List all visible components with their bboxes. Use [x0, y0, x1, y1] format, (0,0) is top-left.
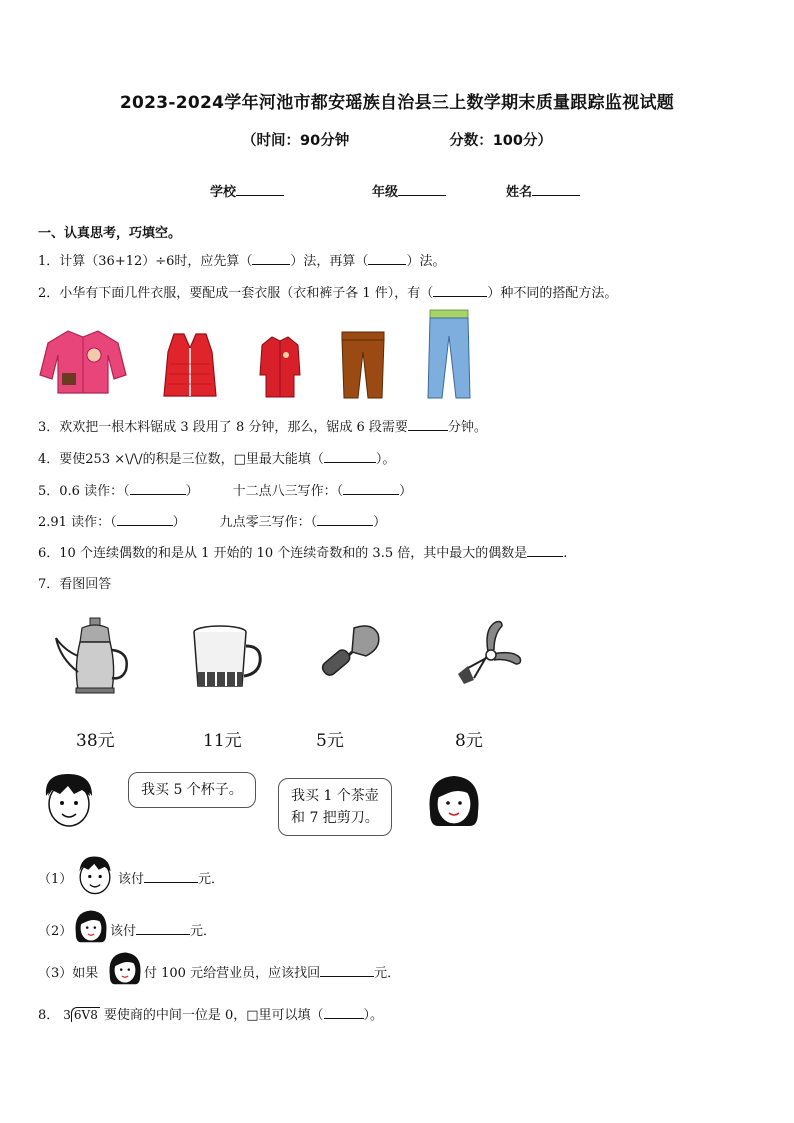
exam-time: （时间：90分钟	[242, 133, 350, 149]
red-coat-image	[258, 335, 302, 401]
cup-image	[190, 624, 266, 694]
question-1: 1．计算（36+12）÷6时，应先算（ ）法，再算（ ）法。	[38, 254, 446, 269]
sub-question-3-text: 付 100 元给营业员，应该找回 元．	[144, 966, 401, 981]
trowel-price: 5元	[316, 731, 344, 751]
sub-question-2: （2）	[38, 924, 73, 939]
question-2: 2．小华有下面几件衣服，要配成一套衣服（衣和裤子各 1 件），有（ ）种不同的搭配方法。	[38, 286, 618, 301]
answer-blank[interactable]	[343, 482, 399, 495]
red-vest-image	[160, 330, 220, 400]
girl-avatar-small	[72, 908, 110, 946]
question-8: 8． 3 6V8 要使商的中间一位是 0，□里可以填（ ）。	[38, 1008, 384, 1023]
answer-blank[interactable]	[368, 252, 406, 265]
pink-jacket-image	[38, 325, 128, 397]
name-field[interactable]: 姓名	[506, 181, 580, 200]
answer-blank[interactable]	[433, 284, 487, 297]
answer-blank[interactable]	[130, 482, 186, 495]
answer-blank[interactable]	[144, 870, 198, 883]
page-title: 2023-2024学年河池市都安瑶族自治县三上数学期末质量跟踪监视试题	[119, 93, 675, 113]
answer-blank[interactable]	[324, 450, 376, 463]
girl-speech-bubble: 我买 1 个茶壶 和 7 把剪刀。	[278, 778, 392, 836]
answer-blank[interactable]	[252, 252, 290, 265]
answer-blank[interactable]	[527, 544, 563, 557]
boy-speech-bubble: 我买 5 个杯子。	[128, 772, 256, 808]
long-division-symbol: 3 6V8	[63, 1008, 98, 1022]
section-heading: 一、认真思考，巧填空。	[38, 226, 182, 241]
blue-jeans-image	[424, 308, 474, 400]
answer-blank[interactable]	[320, 964, 374, 977]
sub-question-1-text: 该付 元．	[118, 872, 225, 887]
question-5b: 2.91 读作：（ ） 九点零三写作：（ ）	[38, 515, 387, 530]
answer-blank[interactable]	[408, 418, 448, 431]
girl-avatar-small	[106, 950, 144, 988]
exam-score: 分数：100分）	[449, 133, 552, 149]
pliers-price: 8元	[455, 731, 483, 751]
sub-question-1: （1）	[38, 872, 73, 887]
sub-question-3: （3）如果	[38, 966, 99, 981]
question-3: 3．欢欢把一根木料锯成 3 段用了 8 分钟，那么，锯成 6 段需要 分钟。	[38, 420, 487, 435]
question-4: 4．要使253 ×\/\/的积是三位数，□里最大能填（ ）。	[38, 452, 396, 467]
grade-field[interactable]: 年级	[372, 181, 446, 200]
teapot-price: 38元	[76, 731, 115, 751]
answer-blank[interactable]	[136, 922, 190, 935]
question-5a: 5．0.6 读作：（ ） 十二点八三写作：（ ）	[38, 484, 413, 499]
school-field[interactable]: 学校	[210, 181, 284, 200]
trowel-image	[316, 622, 382, 688]
cup-price: 11元	[203, 731, 242, 751]
boy-avatar	[38, 770, 100, 832]
exam-subtitle	[0, 129, 794, 150]
sub-question-2-text: 该付 元．	[110, 924, 217, 939]
boy-avatar-small	[72, 852, 118, 898]
teapot-image	[52, 616, 132, 696]
answer-blank[interactable]	[317, 513, 373, 526]
pliers-image	[454, 618, 524, 688]
question-6: 6．10 个连续偶数的和是从 1 开始的 10 个连续奇数和的 3.5 倍，其中最大的偶数是 .	[38, 546, 568, 561]
answer-blank[interactable]	[117, 513, 173, 526]
answer-blank[interactable]	[324, 1006, 364, 1019]
girl-avatar	[424, 772, 484, 832]
question-7: 7．看图回答	[38, 577, 112, 592]
brown-pants-image	[338, 330, 388, 400]
